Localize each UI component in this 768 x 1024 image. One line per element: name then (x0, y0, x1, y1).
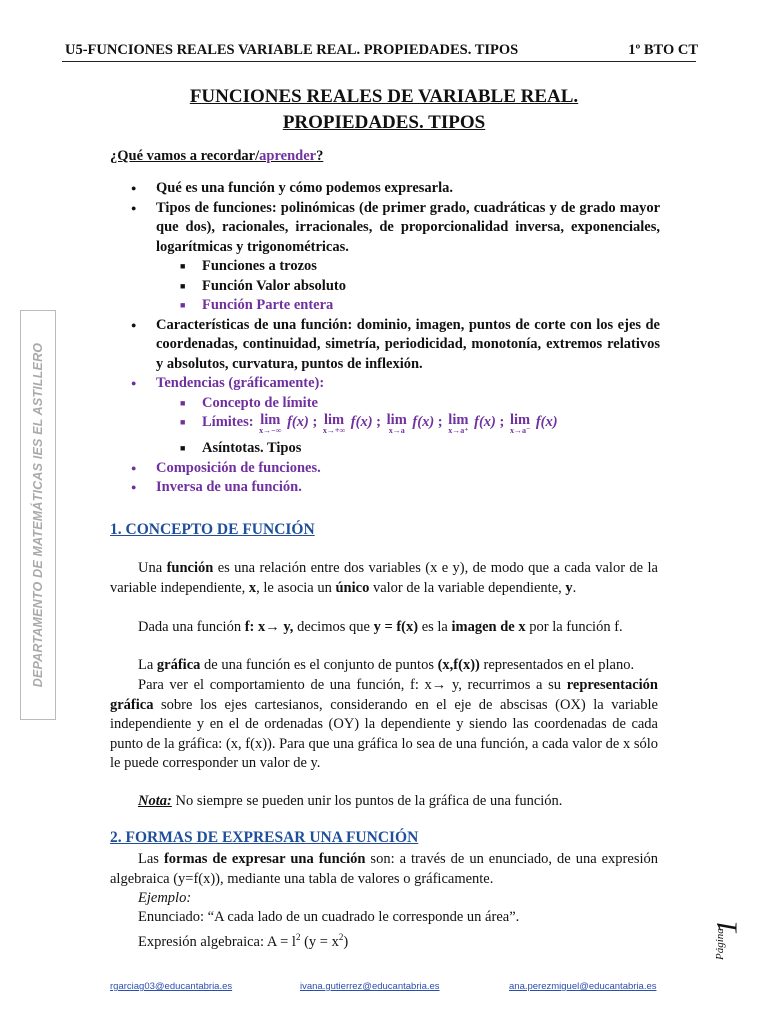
section-1-title: 1. CONCEPTO DE FUNCIÓN (110, 521, 315, 538)
topic-item (110, 374, 660, 459)
department-sidebar (20, 310, 56, 720)
paragraph: Las formas de expresar una función son: a través de un enunciado, de una expresión algebraica (y=f(x)), mediante una tabla de valores o gráficamente. (110, 851, 658, 887)
separator: ; (437, 414, 443, 430)
question-part-1: ¿Qué vamos a recordar/ (110, 148, 260, 164)
topic-text: Tendencias (gráficamente): (156, 375, 325, 391)
topic-item (110, 199, 660, 316)
page-label: Página (714, 928, 726, 960)
topic-item: ● Características de una función: dominio, imagen, puntos de corte con los ejes de coordenadas, continuidad, simetría, periodicidad, monotonía, extremos relativos y absolutos, curvatura, puntos de inflexión. (110, 316, 660, 375)
subtopic-item: ■ Función Parte entera (156, 296, 660, 316)
page-title-line-2: PROPIEDADES. TIPOS (282, 112, 486, 133)
topic-item: ● Composición de funciones. (110, 459, 660, 479)
function-symbol: f(x) (287, 414, 309, 430)
footer-email-link[interactable]: ana.perezmiguel@educantabria.es (509, 981, 657, 992)
header-rule (62, 61, 696, 62)
topic-item: ● Qué es una función y cómo podemos expresarla. (110, 179, 660, 199)
department-label: DEPARTAMENTO DE MATEMÁTICAS IES EL ASTILLERO (31, 342, 45, 688)
subtopic-item: ■ Asíntotas. Tipos (156, 439, 660, 459)
page-number: 1 (710, 919, 744, 935)
section-2-title: 2. FORMAS DE EXPRESAR UNA FUNCIÓN (110, 829, 419, 846)
header-unit-title: U5-FUNCIONES REALES VARIABLE REAL. PROPIEDADES. TIPOS (65, 42, 519, 58)
subtopic-item: ■ Concepto de límite (156, 394, 660, 414)
function-symbol: f(x) (474, 414, 496, 430)
separator: ; (376, 414, 382, 430)
separator: ; (499, 414, 505, 430)
question-heading (110, 148, 323, 165)
question-part-2: aprender (259, 148, 317, 164)
separator: ; (312, 414, 318, 430)
function-symbol: f(x) (412, 414, 435, 430)
function-symbol: f(x) (535, 414, 558, 430)
topic-item: ● Inversa de una función. (110, 478, 660, 498)
example-expression: Expresión algebraica: $A = l^2$ $(y = x^2)$ (138, 932, 349, 950)
example-statement: Enunciado: “A cada lado de un cuadrado le corresponde un área”. (138, 909, 520, 925)
paragraph: La gráfica de una función es el conjunto de puntos (x,f(x)) representados en el plano. (138, 657, 635, 673)
page-indicator (706, 900, 746, 980)
question-part-3: ? (316, 148, 324, 164)
paragraph: Una función es una relación entre dos variables (x e y), de modo que a cada valor de la variable independiente, x, le asocia un único valor de la variable dependiente, y. (110, 560, 658, 596)
subtopic-item-limits (156, 413, 660, 439)
header-course: 1º BTO CT (628, 42, 698, 58)
subtopics-list (156, 257, 660, 316)
limit-expression: lim x→a⁻ (509, 412, 531, 435)
page-title-line-1: FUNCIONES REALES DE VARIABLE REAL. (189, 86, 579, 107)
paragraph: Dada una función f: x→ y, decimos que y = f(x) es la imagen de x por la función f. (138, 619, 623, 635)
footer-email-link[interactable]: ivana.gutierrez@educantabria.es (300, 981, 440, 992)
topic-text: Tipos de funciones: polinómicas (de primer grado, cuadráticas y de grado mayor que dos), racionales, irracionales, de proporcionalidad inversa, exponenciales, logarítmicas y trigonométricas. (156, 199, 660, 255)
limits-label: Límites: (202, 414, 254, 430)
example-label: Ejemplo: (138, 890, 192, 906)
note: Nota: No siempre se pueden unir los puntos de la gráfica de una función. (138, 793, 563, 809)
limit-expression: lim x→a (386, 412, 407, 435)
footer-email-link[interactable]: rgarciag03@educantabria.es (110, 981, 233, 992)
subtopic-item: ■ Función Valor absoluto (156, 277, 660, 297)
paragraph: Para ver el comportamiento de una función, f: x→ y, recurrimos a su representación gráfica sobre los ejes cartesianos, considerando en el eje de abscisas (OX) la variable independiente y en el de ordenadas (OY) la dependiente y siendo las coordenadas de cada punto de la gráfica: (x, f(x)). Para que una gráfica lo sea de una función, a cada valor de x sólo le puede corresponder un valor de y. (110, 677, 658, 771)
subtopics-list (156, 394, 660, 459)
limit-expression: lim x→a⁺ (448, 412, 469, 435)
limit-expression: lim x→−∞ (259, 412, 282, 435)
topics-list (110, 179, 660, 498)
subtopic-item: ■ Funciones a trozos (156, 257, 660, 277)
limit-expression: lim x→+∞ (322, 412, 346, 435)
function-symbol: f(x) (350, 414, 373, 430)
